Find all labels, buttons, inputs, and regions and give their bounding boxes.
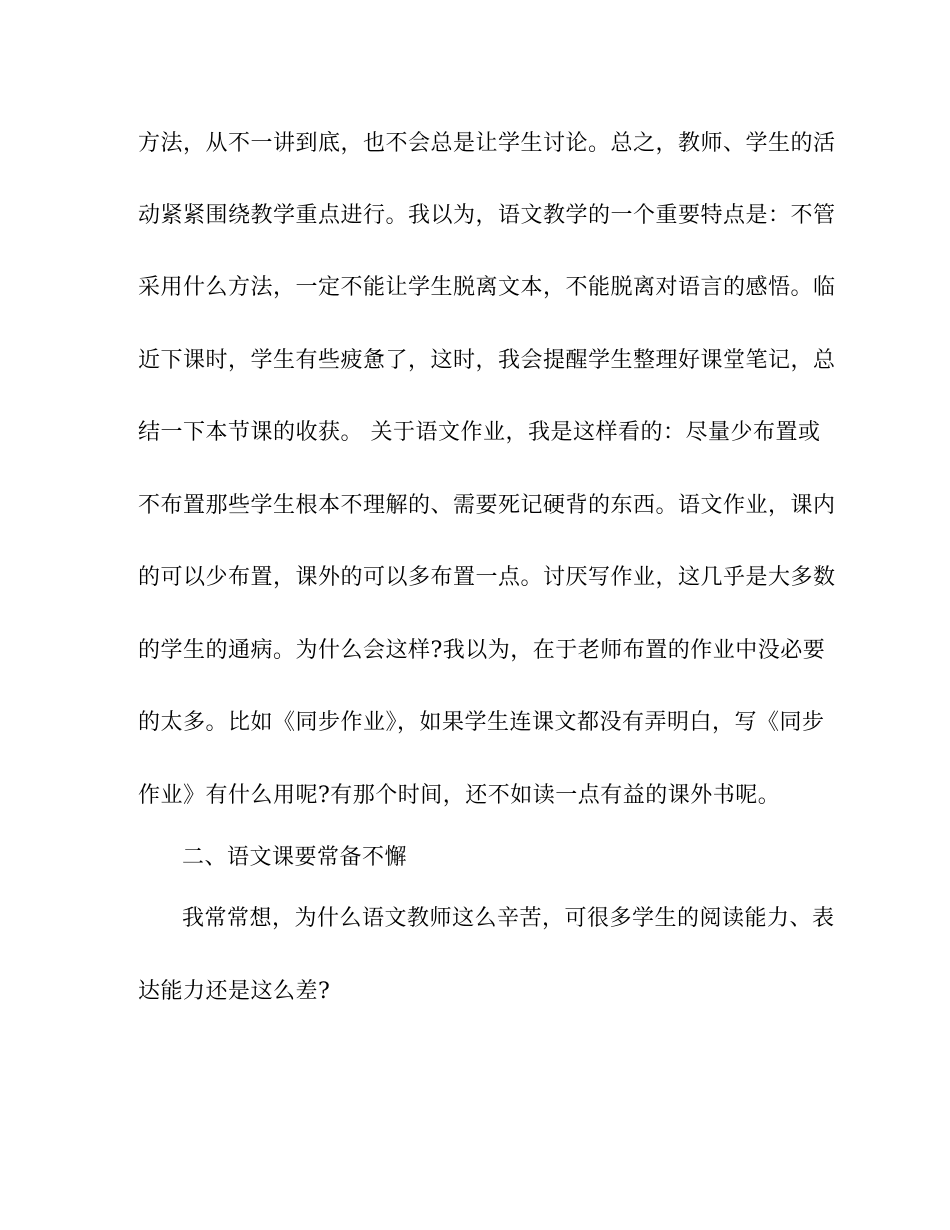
paragraph-line: 动紧紧围绕教学重点进行。我以为，语文教学的一个重要特点是：不管 <box>138 203 836 228</box>
paragraph-line: 结一下本节课的收获。 关于语文作业，我是这样看的：尽量少布置或 <box>138 420 821 445</box>
paragraph-line: 采用什么方法，一定不能让学生脱离文本，不能脱离对语言的感悟。临 <box>138 275 836 300</box>
paragraph-line: 近下课时，学生有些疲惫了，这时，我会提醒学生整理好课堂笔记，总 <box>138 348 836 373</box>
paragraph-line: 作业》有什么用呢?有那个时间，还不如读一点有益的课外书呢。 <box>138 783 781 808</box>
paragraph-line: 我常常想，为什么语文教师这么辛苦，可很多学生的阅读能力、表 <box>182 906 835 931</box>
paragraph-line: 不布置那些学生根本不理解的、需要死记硬背的东西。语文作业，课内 <box>138 493 836 518</box>
paragraph-line: 的可以少布置，课外的可以多布置一点。讨厌写作业，这几乎是大多数 <box>138 565 836 590</box>
paragraph-line: 方法，从不一讲到底，也不会总是让学生讨论。总之，教师、学生的活 <box>138 131 836 156</box>
paragraph-line: 达能力还是这么差? <box>138 979 331 1004</box>
section-heading: 二、语文课要常备不懈 <box>182 845 408 870</box>
paragraph-line: 的太多。比如《同步作业》，如果学生连课文都没有弄明白，写《同步 <box>138 710 825 735</box>
paragraph-line: 的学生的通病。为什么会这样?我以为，在于老师布置的作业中没必要 <box>138 638 826 663</box>
